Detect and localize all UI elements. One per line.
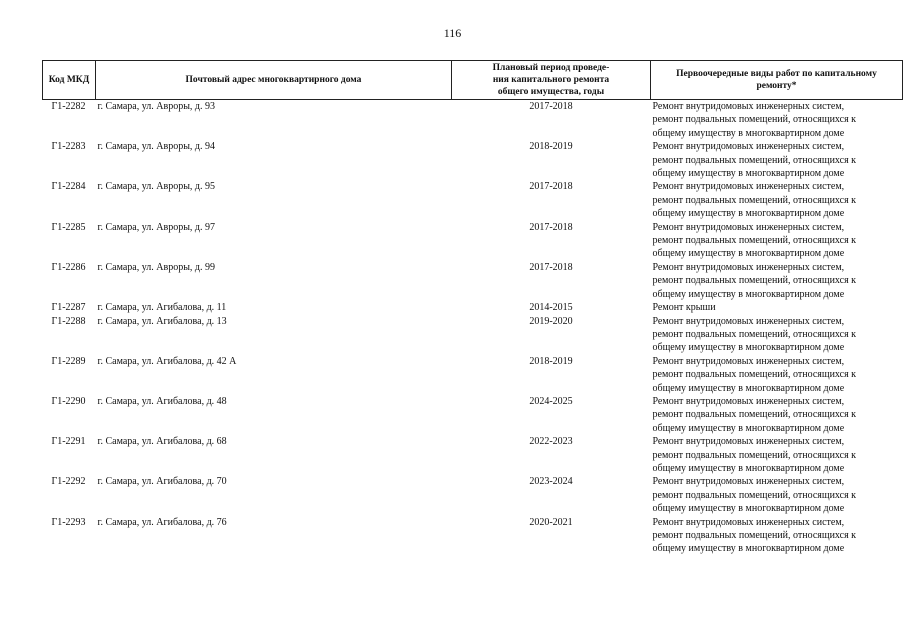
period-cell: 2017-2018 <box>529 181 573 193</box>
mkd-code-cell: Г1-2293 <box>51 516 86 528</box>
works-line: общему имуществу в многоквартирном доме <box>652 208 845 220</box>
works-line: Ремонт внутридомовых инженерных систем, <box>652 355 845 367</box>
header-period <box>452 61 651 100</box>
table-row <box>43 516 903 556</box>
works-line: общему имуществу в многоквартирном доме <box>652 248 845 260</box>
works-line: общему имуществу в многоквартирном доме <box>652 127 845 139</box>
works-cell <box>651 435 903 475</box>
works-cell <box>651 475 903 515</box>
works-line: ремонт подвальных помещений, относящихся к <box>652 235 857 247</box>
table-row <box>43 301 903 314</box>
address-cell: г. Самара, ул. Авроры, д. 99 <box>97 261 216 273</box>
table-row <box>43 355 903 395</box>
works-line: общему имуществу в многоквартирном доме <box>652 503 845 515</box>
mkd-code-cell: Г1-2286 <box>51 261 86 273</box>
period-cell: 2018-2019 <box>529 141 573 153</box>
works-cell <box>651 315 903 355</box>
header-works-line: ремонту* <box>756 81 797 91</box>
table-row <box>43 221 903 261</box>
mkd-code-cell: Г1-2292 <box>51 476 86 488</box>
page-number: 116 <box>443 26 462 40</box>
capital-repair-table <box>42 60 903 556</box>
table-row <box>43 180 903 220</box>
period-cell: 2023-2024 <box>529 476 573 488</box>
works-cell <box>651 261 903 301</box>
header-works <box>651 61 903 100</box>
mkd-code-cell: Г1-2284 <box>51 181 86 193</box>
works-line: Ремонт внутридомовых инженерных систем, <box>652 261 845 273</box>
period-cell: 2018-2019 <box>529 355 573 367</box>
mkd-code-cell: Г1-2287 <box>51 302 86 314</box>
works-line: ремонт подвальных помещений, относящихся к <box>652 328 857 340</box>
mkd-code-cell: Г1-2289 <box>51 355 86 367</box>
works-line: Ремонт крыши <box>652 302 716 314</box>
table-row <box>43 435 903 475</box>
works-line: ремонт подвальных помещений, относящихся к <box>652 194 857 206</box>
table-row <box>43 395 903 435</box>
table-row <box>43 100 903 141</box>
mkd-code-cell: Г1-2290 <box>51 395 86 407</box>
header-period-line: общего имущества, годы <box>497 87 605 97</box>
works-cell <box>651 301 903 314</box>
works-cell <box>651 140 903 180</box>
works-line: ремонт подвальных помещений, относящихся к <box>652 275 857 287</box>
works-line: Ремонт внутридомовых инженерных систем, <box>652 315 845 327</box>
mkd-code-cell: Г1-2291 <box>51 436 86 448</box>
works-line: Ремонт внутридомовых инженерных систем, <box>652 476 845 488</box>
period-cell: 2017-2018 <box>529 221 573 233</box>
works-line: общему имуществу в многоквартирном доме <box>652 382 845 394</box>
table-body <box>43 100 903 556</box>
works-line: ремонт подвальных помещений, относящихся к <box>652 369 857 381</box>
works-line: общему имуществу в многоквартирном доме <box>652 422 845 434</box>
mkd-code-cell: Г1-2283 <box>51 141 86 153</box>
table-header <box>43 61 903 100</box>
period-cell: 2019-2020 <box>529 315 573 327</box>
works-line: ремонт подвальных помещений, относящихся к <box>652 449 857 461</box>
works-line: Ремонт внутридомовых инженерных систем, <box>652 516 845 528</box>
address-cell: г. Самара, ул. Авроры, д. 95 <box>97 181 216 193</box>
table-row <box>43 315 903 355</box>
header-code: Код МКД <box>43 61 96 100</box>
works-line: Ремонт внутридомовых инженерных систем, <box>652 181 845 193</box>
works-line: Ремонт внутридомовых инженерных систем, <box>652 395 845 407</box>
address-cell: г. Самара, ул. Агибалова, д. 42 А <box>97 355 237 367</box>
period-cell: 2022-2023 <box>529 436 573 448</box>
works-cell <box>651 395 903 435</box>
works-cell <box>651 100 903 141</box>
works-line: общему имуществу в многоквартирном доме <box>652 543 845 555</box>
works-cell <box>651 180 903 220</box>
works-line: Ремонт внутридомовых инженерных систем, <box>652 436 845 448</box>
header-period-line: Плановый период проведе- <box>492 63 610 73</box>
header-period-line: ния капитального ремонта <box>492 75 610 85</box>
address-cell: г. Самара, ул. Авроры, д. 97 <box>97 221 216 233</box>
table-row <box>43 140 903 180</box>
works-line: ремонт подвальных помещений, относящихся к <box>652 114 857 126</box>
works-line: общему имуществу в многоквартирном доме <box>652 288 845 300</box>
works-line: Ремонт внутридомовых инженерных систем, <box>652 101 845 112</box>
table-row <box>43 261 903 301</box>
mkd-code-cell: Г1-2288 <box>51 315 86 327</box>
address-cell: г. Самара, ул. Агибалова, д. 13 <box>97 315 227 327</box>
works-cell <box>651 516 903 556</box>
address-cell: г. Самара, ул. Агибалова, д. 11 <box>97 302 227 314</box>
works-line: общему имуществу в многоквартирном доме <box>652 342 845 354</box>
table-row <box>43 475 903 515</box>
address-cell: г. Самара, ул. Агибалова, д. 48 <box>97 395 227 407</box>
address-cell: г. Самара, ул. Агибалова, д. 76 <box>97 516 227 528</box>
period-cell: 2020-2021 <box>529 516 573 528</box>
works-line: Ремонт внутридомовых инженерных систем, <box>652 221 845 233</box>
header-address: Почтовый адрес многоквартирного дома <box>96 61 452 100</box>
period-cell: 2014-2015 <box>529 302 573 314</box>
address-cell: г. Самара, ул. Авроры, д. 93 <box>97 101 216 112</box>
address-cell: г. Самара, ул. Авроры, д. 94 <box>97 141 216 153</box>
period-cell: 2017-2018 <box>529 101 573 112</box>
address-cell: г. Самара, ул. Агибалова, д. 68 <box>97 436 227 448</box>
works-line: общему имуществу в многоквартирном доме <box>652 168 845 180</box>
period-cell: 2024-2025 <box>529 395 573 407</box>
works-line: ремонт подвальных помещений, относящихся к <box>652 530 857 541</box>
period-cell: 2017-2018 <box>529 261 573 273</box>
works-line: ремонт подвальных помещений, относящихся к <box>652 409 857 421</box>
works-line: общему имуществу в многоквартирном доме <box>652 462 845 474</box>
works-cell <box>651 355 903 395</box>
works-cell <box>651 221 903 261</box>
header-works-line: Первоочередные виды работ по капитальному <box>676 69 877 79</box>
works-line: ремонт подвальных помещений, относящихся к <box>652 154 857 166</box>
mkd-code-cell: Г1-2285 <box>51 221 86 233</box>
mkd-code-cell: Г1-2282 <box>51 101 86 112</box>
address-cell: г. Самара, ул. Агибалова, д. 70 <box>97 476 227 488</box>
works-line: Ремонт внутридомовых инженерных систем, <box>652 141 845 153</box>
works-line: ремонт подвальных помещений, относящихся к <box>652 489 857 501</box>
